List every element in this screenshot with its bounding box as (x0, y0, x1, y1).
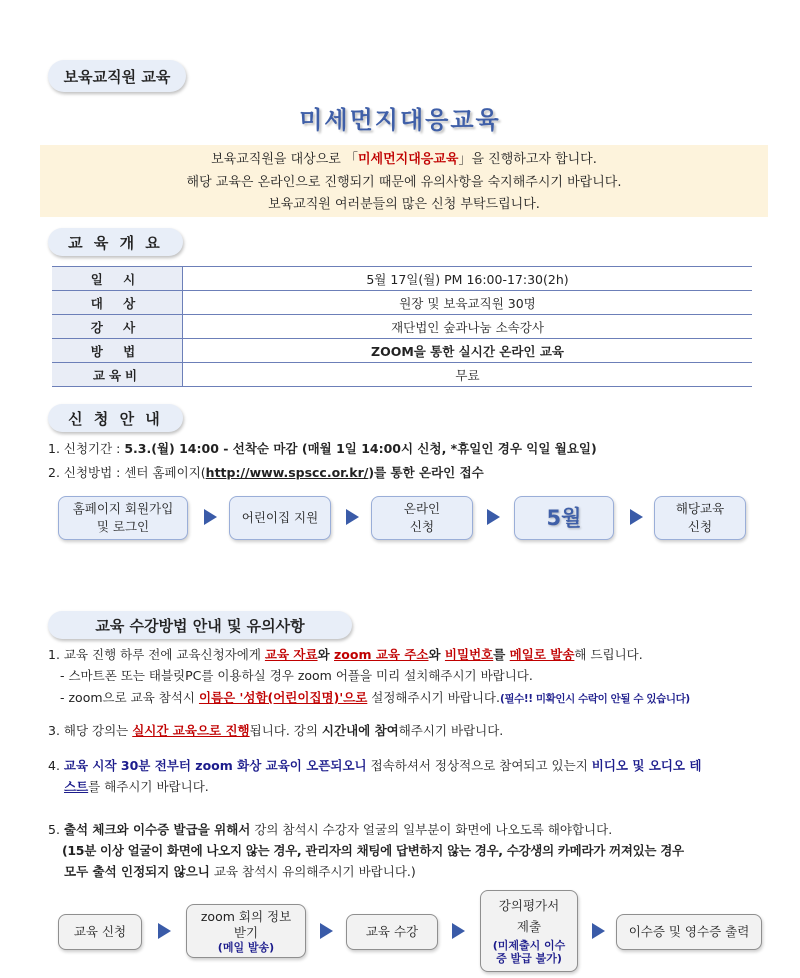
apply-method: 2. 신청방법 : 센터 홈페이지(http://www.spscc.or.kr/)를 통한 온라인 접수 (48, 465, 484, 480)
table-row (52, 291, 752, 315)
notice-item-5: 5. 출석 체크와 이수증 발급을 위해서 강의 참석시 수강자 얼굴의 일부분이 화면에 나오도록 해야합니다. (48, 822, 613, 837)
table-row (52, 315, 752, 339)
arrow-icon (204, 509, 217, 525)
flow-step-month: 5월 (514, 496, 614, 540)
flow2-step-apply: 교육 신청 (58, 914, 142, 950)
apply-period: 1. 신청기간 : 5.3.(월) 14:00 - 선착순 마감 (매월 1일 14:00시 신청, *휴일인 경우 익일 월요일) (48, 441, 597, 456)
notice-item-1-sub-2: - zoom으로 교육 참석시 이름은 '성함(어린이집명)'으로 설정해주시기 바랍니다.(필수!! 미확인시 수락이 안될 수 있습니다) (60, 690, 690, 705)
row-label: 대 상 (52, 291, 183, 315)
flow2-step-zoom-info: zoom 회의 정보 받기 (메일 발송) (186, 904, 306, 958)
overview-heading: 교 육 개 요 (48, 228, 183, 256)
arrow-icon (487, 509, 500, 525)
row-value: 재단법인 숲과나눔 소속강사 (183, 315, 753, 339)
row-label: 방 법 (52, 339, 183, 363)
arrow-icon (452, 923, 465, 939)
notice-item-4: 4. 교육 시작 30분 전부터 zoom 화상 교육이 오픈되오니 접속하셔서 정상적으로 참여되고 있는지 비디오 및 오디오 테 (48, 758, 702, 773)
notice-item-3: 3. 해당 강의는 실시간 교육으로 진행됩니다. 강의 시간내에 참여해주시기 바랍니다. (48, 723, 504, 738)
notice-item-4-cont: 스트를 해주시기 바랍니다. (64, 779, 209, 794)
table-row (52, 267, 752, 291)
main-title: 미세먼지대응교육 (299, 106, 501, 134)
flow2-step-attend: 교육 수강 (346, 914, 438, 950)
row-value: 원장 및 보육교직원 30명 (183, 291, 753, 315)
intro-line-1: 보육교직원을 대상으로 「미세먼지대응교육」을 진행하고자 합니다. (211, 152, 597, 167)
flow-step-daycare: 어린이집 지원 (229, 496, 331, 540)
row-label: 일 시 (52, 267, 183, 291)
intro-line-2: 해당 교육은 온라인으로 진행되기 때문에 유의사항을 숙지해주시기 바랍니다. (186, 175, 622, 190)
overview-table (52, 266, 752, 387)
row-label: 교육비 (52, 363, 183, 387)
flow2-step-certificate: 이수증 및 영수증 출력 (616, 914, 762, 950)
arrow-icon (320, 923, 333, 939)
notice-heading: 교육 수강방법 안내 및 유의사항 (48, 611, 352, 639)
row-value: 5월 17일(월) PM 16:00-17:30(2h) (183, 267, 753, 291)
category-label: 보육교직원 교육 (48, 60, 186, 92)
flow2-step-evaluation: 강의평가서 제출 (미제출시 이수증 발급 불가) (480, 890, 578, 972)
notice-item-1-sub-1: - 스마트폰 또는 태블릿PC를 이용하실 경우 zoom 어플을 미리 설치해주시기 바랍니다. (60, 668, 533, 683)
arrow-icon (158, 923, 171, 939)
notice-item-5-cont-1: (15분 이상 얼굴이 화면에 나오지 않는 경우, 관리자의 채팅에 답변하지 않는 경우, 수강생의 카메라가 꺼져있는 경우 (62, 843, 684, 858)
flow-step-online: 온라인 신청 (371, 496, 473, 540)
table-row (52, 339, 752, 363)
apply-heading: 신 청 안 내 (48, 404, 183, 432)
arrow-icon (346, 509, 359, 525)
table-row (52, 363, 752, 387)
intro-banner (40, 145, 768, 217)
row-value: ZOOM을 통한 실시간 온라인 교육 (183, 339, 753, 363)
flow-step-course: 해당교육 신청 (654, 496, 746, 540)
row-value: 무료 (183, 363, 753, 387)
flow-step-signup: 홈페이지 회원가입 및 로그인 (58, 496, 188, 540)
arrow-icon (592, 923, 605, 939)
intro-line-3: 보육교직원 여러분들의 많은 신청 부탁드립니다. (268, 197, 540, 212)
homepage-link[interactable]: http://www.spscc.or.kr/ (205, 465, 369, 480)
row-label: 강 사 (52, 315, 183, 339)
notice-item-5-cont-2: 모두 출석 인정되지 않으니 교육 참석시 유의해주시기 바랍니다.) (64, 864, 416, 879)
arrow-icon (630, 509, 643, 525)
notice-item-1: 1. 교육 진행 하루 전에 교육신청자에게 교육 자료와 zoom 교육 주소와 비밀번호를 메일로 발송해 드립니다. (48, 647, 643, 662)
